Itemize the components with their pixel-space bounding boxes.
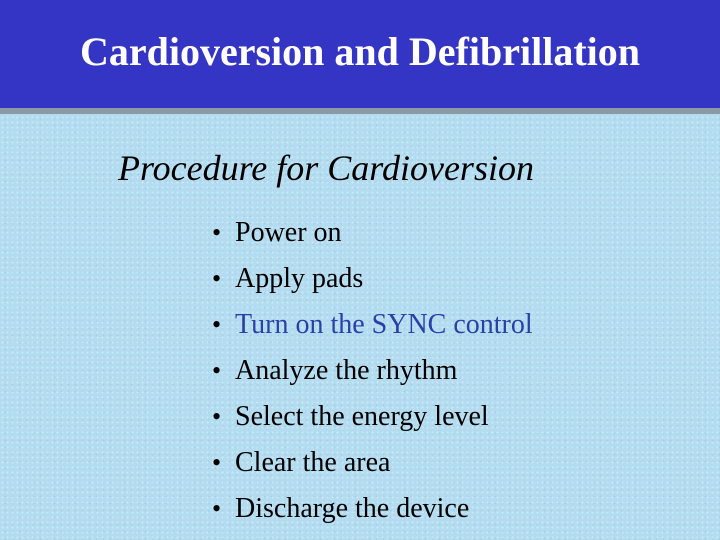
bullet-item-apply-pads [212,256,533,302]
bullet-icon: • [212,264,222,293]
bullet-icon: • [212,218,222,247]
bullet-text: Apply pads [235,263,364,294]
bullet-icon: • [212,448,222,477]
bullet-icon: • [212,356,222,385]
bullet-icon: • [212,402,222,431]
bullet-item-power-on [212,210,533,256]
bullet-list [212,210,533,532]
bullet-item-clear-area [212,440,533,486]
bullet-text: Clear the area [235,447,391,478]
slide-subtitle: Procedure for Cardioversion [118,148,534,188]
slide-title: Cardioversion and Defibrillation [79,29,641,74]
bullet-text: Turn on the SYNC control [235,309,533,340]
bullet-item-analyze-rhythm [212,348,533,394]
bullet-icon: • [212,310,222,339]
bullet-icon: • [212,494,222,523]
bullet-item-discharge [212,486,533,532]
title-divider [0,108,720,114]
bullet-item-energy-level [212,394,533,440]
bullet-item-sync-control [212,302,533,348]
bullet-text: Select the energy level [235,401,489,432]
bullet-text: Power on [235,217,342,248]
bullet-text: Discharge the device [235,493,470,524]
bullet-text: Analyze the rhythm [235,355,458,386]
